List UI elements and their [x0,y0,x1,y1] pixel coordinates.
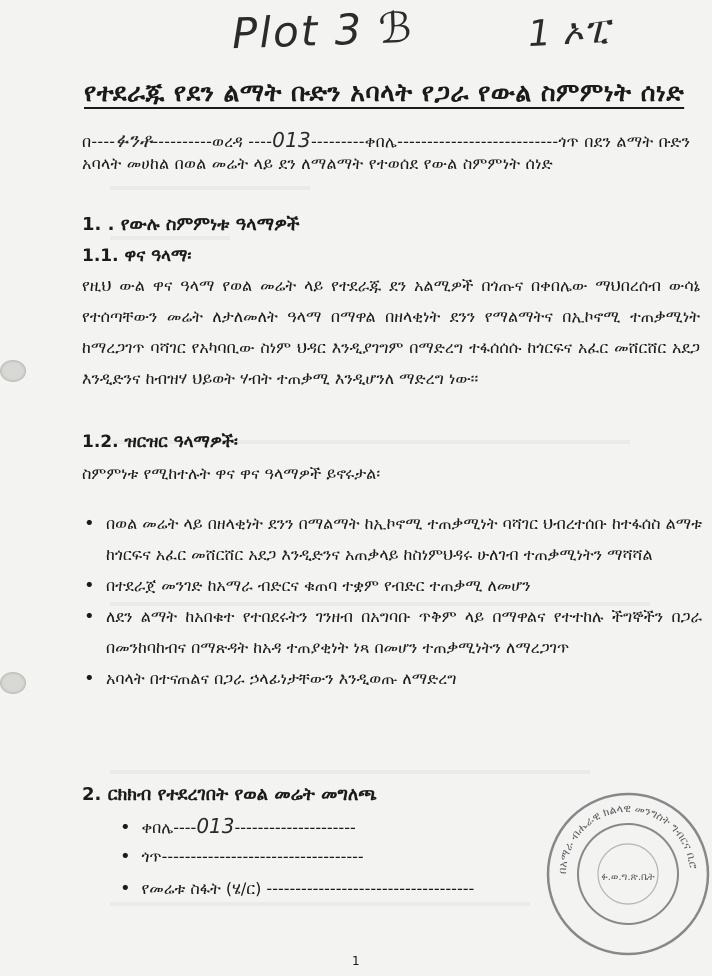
stamp-center-text: ፉ.ወ.ግ.ጽ.ቤት [601,872,655,883]
punch-hole-top [0,360,26,382]
got-dashes: ----------------------------------- [161,847,364,866]
section-1-2-heading: 1.2. ዝርዝር ዓላማዎች፡ [82,432,238,452]
bleed-through-mark [110,236,230,240]
kebele-value-handwritten: 013 [196,814,235,838]
objectives-list [82,508,702,694]
woreda-handwritten-fill: ፉንቶ [115,128,153,152]
land-area-field [120,878,474,899]
document-title: የተደራጁ የደን ልማት ቡድን አባላት የጋራ የውል ስምምነት ሰነድ [84,78,685,107]
kebele-dashes-after: --------------------- [234,818,356,837]
bleed-through-mark [110,770,590,774]
official-stamp [544,790,712,958]
list-item: • በወል መሬት ላይ በዘላቂነት ደንን በማልማት ከኢኮኖሚ ተጠቃሚነት ባሻገር ህብረተሰቡ ከተፋሰስ ልማቱ ከጎርፍና አፈር መሸርሸር አደጋ እንዲድንና አጠቃላይ ከስነምህዳሩ ሁለገብ ተጠቃሚነትን ማሻሻል [82,508,702,570]
section-1-heading: 1. . የውሉ ስምምነቱ ዓላማዎች [82,214,300,235]
main-objective-paragraph: የዚህ ውል ዋና ዓላማ የወል መሬት ላይ የተደራጁ ደን አልሚዎች በጎጡና በቀበሌው ማህበረሰብ ውሳኔ የተሰጣቸውን መሬት ለታለመለት ዓላማ በማዋል በዘላቂነት ደንን የማልማትና በኢኮኖሚ ተጠቃሚነት ከማረጋገጥ ባሻገር የአካባቢው ስነም ህዳር እንዲያገግም በማድረግ ተፋሰሰሱ ከጎርፍና አፈር መሸርሸር አደጋ እንዲድንና ከብዝሃ ህይወት ሃብት ተጠቃሚ እንዲሆንለ ማድረግ ነው፡፡ [82,276,700,388]
intro-prefix: በ---- [82,132,116,151]
bleed-through-mark [110,186,310,190]
intro-line-2: አባላት መሀከል በወል መሬት ላይ ደን ለማልማት የተወሰደ የውል ስምምነት ሰነድ [82,154,553,173]
punch-hole-bottom [0,672,26,694]
got-field [120,846,364,867]
handwritten-plot-note: Plot 3 ℬ [231,2,415,59]
kebele-field [120,814,356,838]
kebele-label: ቀበሌ [141,818,174,837]
intro-woreda-label: ----------ወረዳ ---- [152,132,273,151]
land-area-dashes: ------------------------------------ [261,879,475,898]
page-number: 1 [352,954,360,968]
intro-line-1 [82,128,690,152]
section-1-1-heading: 1.1. ዋና ዓላማ፡ [82,246,192,266]
specific-objectives-intro: ስምምነቱ የሚከተሉት ዋና ዋና ዓላማዎች ይኖሩታል፡ [82,464,381,483]
bleed-through-mark [110,902,530,906]
land-area-label: የመሬቱ ስፋት (ሄ/ር) [141,879,262,898]
kebele-handwritten-fill: 013 [272,128,311,152]
handwritten-page-note: 1 ኦፒ [526,9,610,56]
intro-kebele-label: ---------ቀበሌ---------------------------ጎጥ በደን ልማት ቡድን [310,132,691,151]
section-2-heading: 2. ርክክብ የተደረገበት የወል መሬት መግለጫ [82,784,377,805]
list-item: • አባላት በተናጠልና በጋራ ኃላፊነታቸውን እንዲወጡ ለማድረግ [82,663,702,694]
got-label: ጎጥ [141,847,162,866]
list-item: • በተደራጀ መንገድ ከአማራ ብድርና ቁጠባ ተቋም የብድር ተጠቃሚ ለመሆን [82,570,702,601]
kebele-dashes-before: ---- [173,818,197,837]
stamp-outer-text: በአማራ ብሔራዊ ክልላዊ መንግስት ግብርና ቢሮ [555,801,700,875]
list-item: • ለደን ልማት ከአበቁተ የተበደሩትን ገንዘብ በአግባቡ ጥቅም ላይ በማዋልና የተተከሉ ችግኞችን በጋራ በመንከባከብና በማጽዳት ከአዳ ተጠያቂነት ነጻ በመሆን ተጠቃሚነትን ለማረጋገጥ [82,601,702,663]
